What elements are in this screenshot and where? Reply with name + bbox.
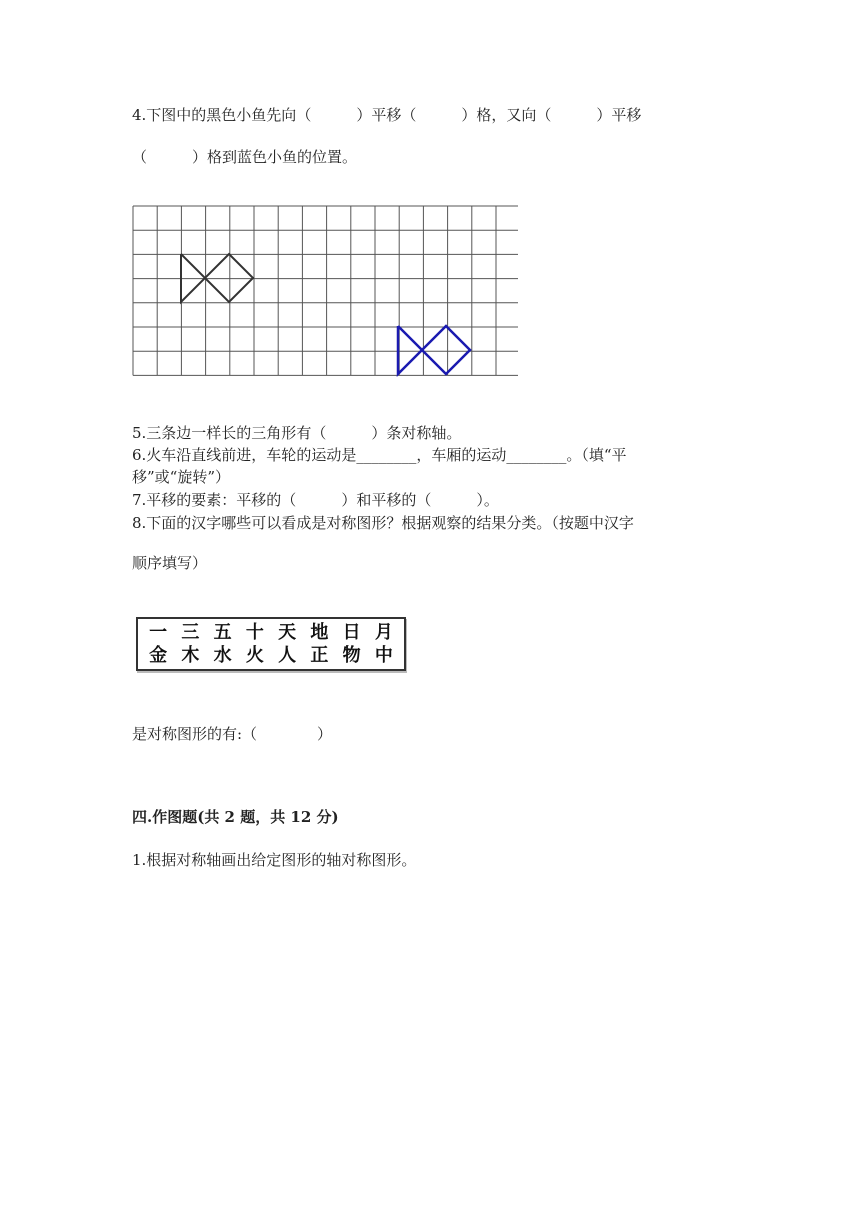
grid-lines bbox=[133, 206, 518, 375]
character-cell: 物 bbox=[342, 644, 361, 666]
blue-fish bbox=[398, 326, 470, 374]
section-4-question-1: 1.根据对称轴画出给定图形的轴对称图形。 bbox=[132, 851, 417, 869]
question-8-line-1: 8.下面的汉字哪些可以看成是对称图形？根据观察的结果分类。（按题中汉字 bbox=[132, 514, 634, 532]
character-cell: 十 bbox=[245, 621, 264, 643]
character-cell: 水 bbox=[213, 644, 232, 666]
character-cell: 一 bbox=[149, 621, 168, 643]
character-cell: 五 bbox=[213, 621, 232, 643]
section-4-title: 四.作图题(共 2 题，共 12 分) bbox=[132, 808, 339, 826]
character-cell: 正 bbox=[310, 644, 329, 666]
character-cell: 人 bbox=[278, 644, 297, 666]
character-cell: 日 bbox=[342, 621, 361, 643]
question-7: 7.平移的要素：平移的（ ）和平移的（ ）。 bbox=[132, 491, 499, 509]
question-6-line-2: 移”或“旋转”） bbox=[132, 468, 231, 486]
symmetric-answer-line: 是对称图形的有:（ ） bbox=[132, 725, 333, 743]
character-cell: 地 bbox=[310, 621, 329, 643]
character-cell: 金 bbox=[149, 644, 168, 666]
character-cell: 木 bbox=[181, 644, 200, 666]
character-cell: 三 bbox=[181, 621, 200, 643]
chinese-character-table bbox=[136, 617, 406, 671]
character-cell: 中 bbox=[374, 644, 393, 666]
question-4-line-2: （ ）格到蓝色小鱼的位置。 bbox=[132, 148, 358, 166]
character-cell: 火 bbox=[245, 644, 264, 666]
black-fish bbox=[181, 254, 253, 302]
question-6-line-1: 6.火车沿直线前进，车轮的运动是________，车厢的运动________。（填“平 bbox=[132, 446, 627, 464]
character-cell: 天 bbox=[278, 621, 297, 643]
question-5: 5.三条边一样长的三角形有（ ）条对称轴。 bbox=[132, 424, 462, 442]
character-cell: 月 bbox=[374, 621, 393, 643]
question-4-line-1: 4.下图中的黑色小鱼先向（ ）平移（ ）格，又向（ ）平移 bbox=[132, 106, 642, 124]
fish-translation-grid bbox=[132, 204, 518, 380]
question-8-line-2: 顺序填写） bbox=[132, 554, 208, 572]
